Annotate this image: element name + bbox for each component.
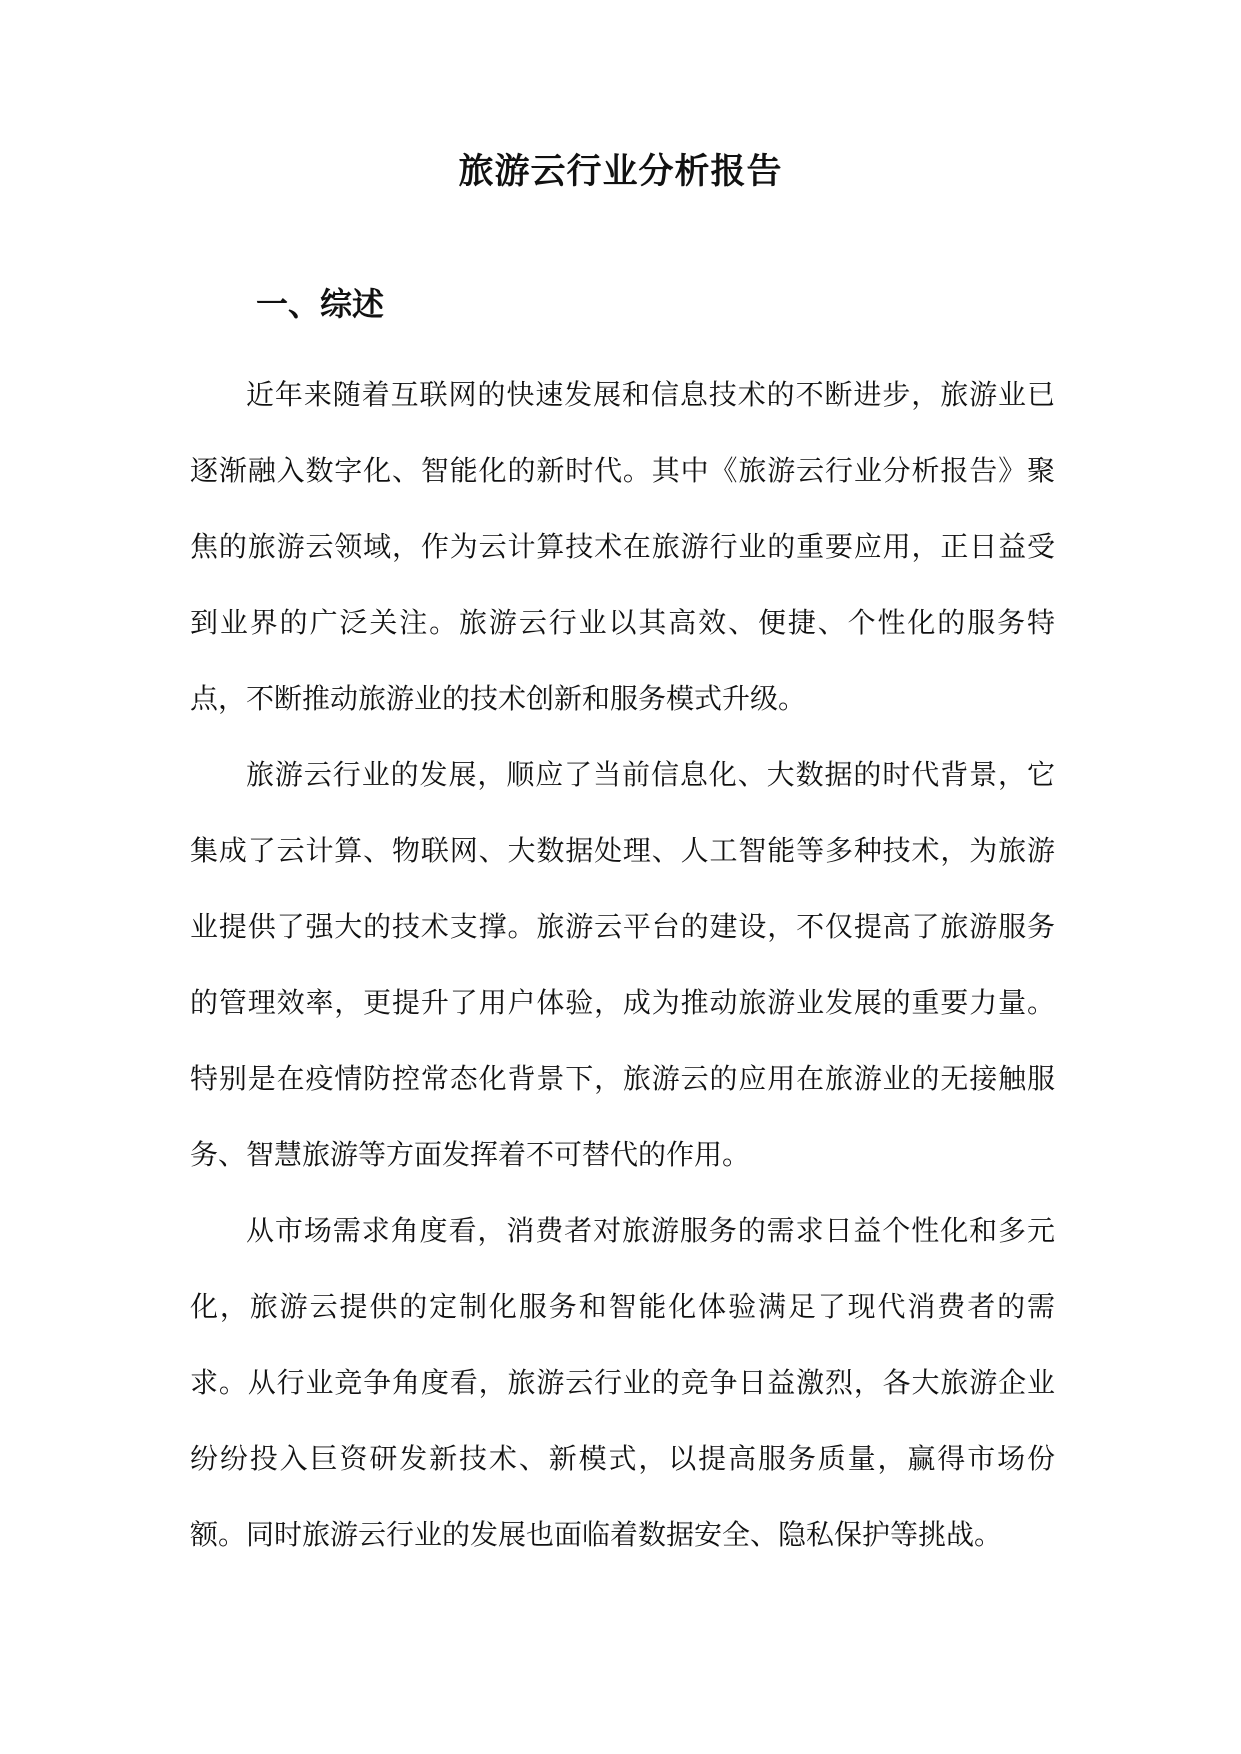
paragraph-2: 旅游云行业的发展，顺应了当前信息化、大数据的时代背景，它集成了云计算、物联网、大数据处理、人工智能等多种技术，为旅游业提供了强大的技术支撑。旅游云平台的建设，不仅提高了旅游服务的管理效率，更提升了用户体验，成为推动旅游业发展的重要力量。特别是在疫情防控常态化背景下，旅游云的应用在旅游业的无接触服务、智慧旅游等方面发挥着不可替代的作用。 [190, 758, 1055, 1171]
section-heading-overview: 一、综述 [256, 285, 385, 323]
paragraph-3: 从市场需求角度看，消费者对旅游服务的需求日益个性化和多元化，旅游云提供的定制化服务和智能化体验满足了现代消费者的需求。从行业竞争角度看，旅游云行业的竞争日益激烈，各大旅游企业纷纷投入巨资研发新技术、新模式，以提高服务质量，赢得市场份额。同时旅游云行业的发展也面临着数据安全、隐私保护等挑战。 [190, 1214, 1055, 1551]
paragraph-1: 近年来随着互联网的快速发展和信息技术的不断进步，旅游业已逐渐融入数字化、智能化的新时代。其中《旅游云行业分析报告》聚焦的旅游云领域，作为云计算技术在旅游行业的重要应用，正日益受到业界的广泛关注。旅游云行业以其高效、便捷、个性化的服务特点，不断推动旅游业的技术创新和服务模式升级。 [190, 378, 1055, 715]
document-title: 旅游云行业分析报告 [458, 151, 783, 192]
